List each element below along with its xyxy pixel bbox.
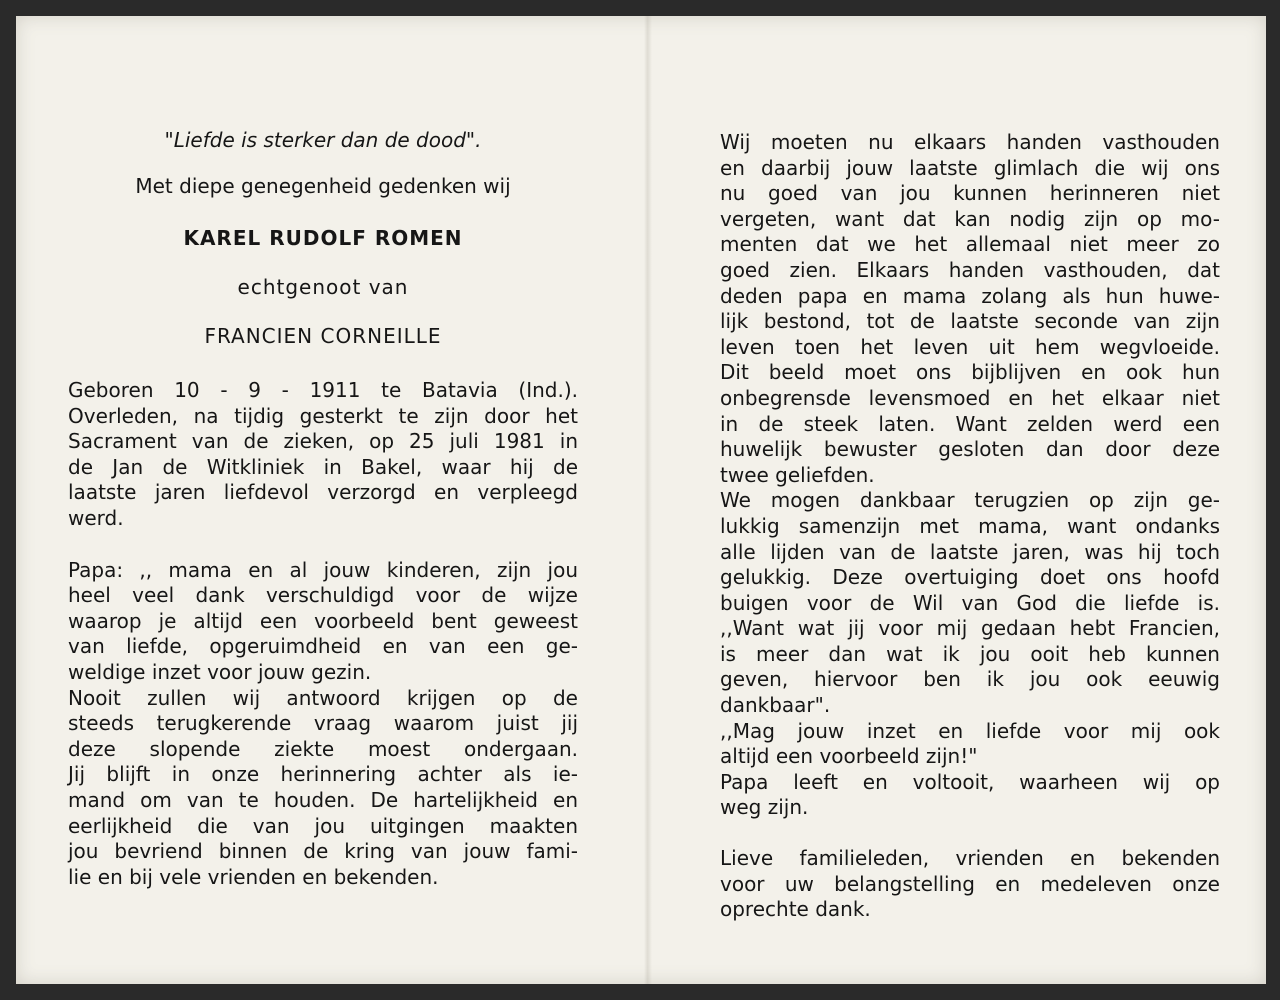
body-line: Papa leeft en voltooit, waarheen wij op xyxy=(720,769,1220,794)
body-line: lukkig samenzijn met mama, want ondanks xyxy=(720,513,1220,538)
body-line: ,,Mag jouw inzet en liefde voor mij ook xyxy=(720,718,1220,743)
body-line: in de steek laten. Want zelden werd een xyxy=(720,411,1220,436)
spouse-name: FRANCIEN CORNEILLE xyxy=(204,324,442,348)
body-line: gelukkig. Deze overtuiging doet ons hoofd xyxy=(720,565,1220,590)
thanks-line: oprechte dank. xyxy=(720,897,871,922)
tribute-line: heel veel dank verschuldigd voor de wijze xyxy=(68,583,578,608)
body-line: en daarbij jouw laatste glimlach die wij ons xyxy=(720,155,1220,180)
tribute-line: Nooit zullen wij antwoord krijgen op de xyxy=(68,685,578,710)
bio-line: Sacrament van de zieken, op 25 juli 1981 in xyxy=(68,429,578,454)
motto: "Liefde is sterker dan de dood". xyxy=(164,128,482,152)
body-line: ,,Want wat jij voor mij gedaan hebt Francien, xyxy=(720,616,1220,641)
tribute-line: van liefde, opgeruimdheid en van een ge- xyxy=(68,634,578,659)
tribute-line: jou bevriend binnen de kring van jouw fami- xyxy=(68,839,578,864)
body-line: alle lijden van de laatste jaren, was hij toch xyxy=(720,539,1220,564)
tribute-line: deze slopende ziekte moest ondergaan. xyxy=(68,736,578,761)
body-line: menten dat we het allemaal niet meer zo xyxy=(720,232,1220,257)
tribute-line: waarop je altijd een voorbeeld bent geweest xyxy=(68,608,578,633)
intro-text: Met diepe genegenheid gedenken wij xyxy=(135,174,511,198)
relation-text: echtgenoot van xyxy=(237,275,409,299)
body-line: leven toen het leven uit hem wegvloeide. xyxy=(720,334,1220,359)
body-line: geven, hiervoor ben ik jou ook eeuwig xyxy=(720,667,1220,692)
body-line: lijk bestond, tot de laatste seconde van zijn xyxy=(720,309,1220,334)
body-line: dankbaar". xyxy=(720,693,831,718)
tribute-paragraph xyxy=(68,558,578,891)
memorial-card xyxy=(16,16,1266,984)
bio-line: werd. xyxy=(68,505,124,530)
deceased-name: KAREL RUDOLF ROMEN xyxy=(183,226,463,250)
body-line: onbegrensde levensmoed en het elkaar niet xyxy=(720,385,1220,410)
body-line: huwelijk bewuster gesloten dan door deze xyxy=(720,437,1220,462)
body-line: is meer dan wat ik jou ooit heb kunnen xyxy=(720,641,1220,666)
tribute-line: steeds terugkerende vraag waarom juist jij xyxy=(68,711,578,736)
body-line: goed zien. Elkaars handen vasthouden, dat xyxy=(720,257,1220,282)
bio-line: de Jan de Witkliniek in Bakel, waar hij de xyxy=(68,454,578,479)
farewell-paragraph xyxy=(720,130,1220,821)
body-line: buigen voor de Wil van God die liefde is. xyxy=(720,590,1220,615)
right-page xyxy=(720,130,1220,923)
body-line: vergeten, want dat kan nodig zijn op mo- xyxy=(720,206,1220,231)
thanks-paragraph xyxy=(720,846,1220,923)
tribute-line: Papa: ,, mama en al jouw kinderen, zijn jou xyxy=(68,557,578,582)
body-line: twee geliefden. xyxy=(720,462,875,487)
tribute-line: weldige inzet voor jouw gezin. xyxy=(68,659,372,684)
thanks-line: voor uw belangstelling en medeleven onze xyxy=(720,871,1220,896)
body-line: deden papa en mama zolang als hun huwe- xyxy=(720,283,1220,308)
tribute-line: eerlijkheid die van jou uitgingen maakten xyxy=(68,813,578,838)
body-line: Dit beeld moet ons bijblijven en ook hun xyxy=(720,360,1220,385)
bio-line: laatste jaren liefdevol verzorgd en verpleegd xyxy=(68,480,578,505)
body-line: Wij moeten nu elkaars handen vasthouden xyxy=(720,130,1220,154)
bio-line: Overleden, na tijdig gesterkt te zijn door het xyxy=(68,403,578,428)
body-line: nu goed van jou kunnen herinneren niet xyxy=(720,181,1220,206)
body-line: We mogen dankbaar terugzien op zijn ge- xyxy=(720,488,1220,513)
tribute-line: Jij blijft in onze herinnering achter als ie- xyxy=(68,762,578,787)
body-line: altijd een voorbeeld zijn!" xyxy=(720,744,978,769)
left-page xyxy=(68,126,578,890)
thanks-line: Lieve familieleden, vrienden en bekenden xyxy=(720,846,1220,871)
center-fold xyxy=(644,16,652,984)
tribute-line: mand om van te houden. De hartelijkheid en xyxy=(68,787,578,812)
body-line: weg zijn. xyxy=(720,795,809,820)
biography-paragraph xyxy=(68,378,578,532)
tribute-line: lie en bij vele vrienden en bekenden. xyxy=(68,864,439,889)
bio-line: Geboren 10 - 9 - 1911 te Batavia (Ind.). xyxy=(68,378,578,402)
